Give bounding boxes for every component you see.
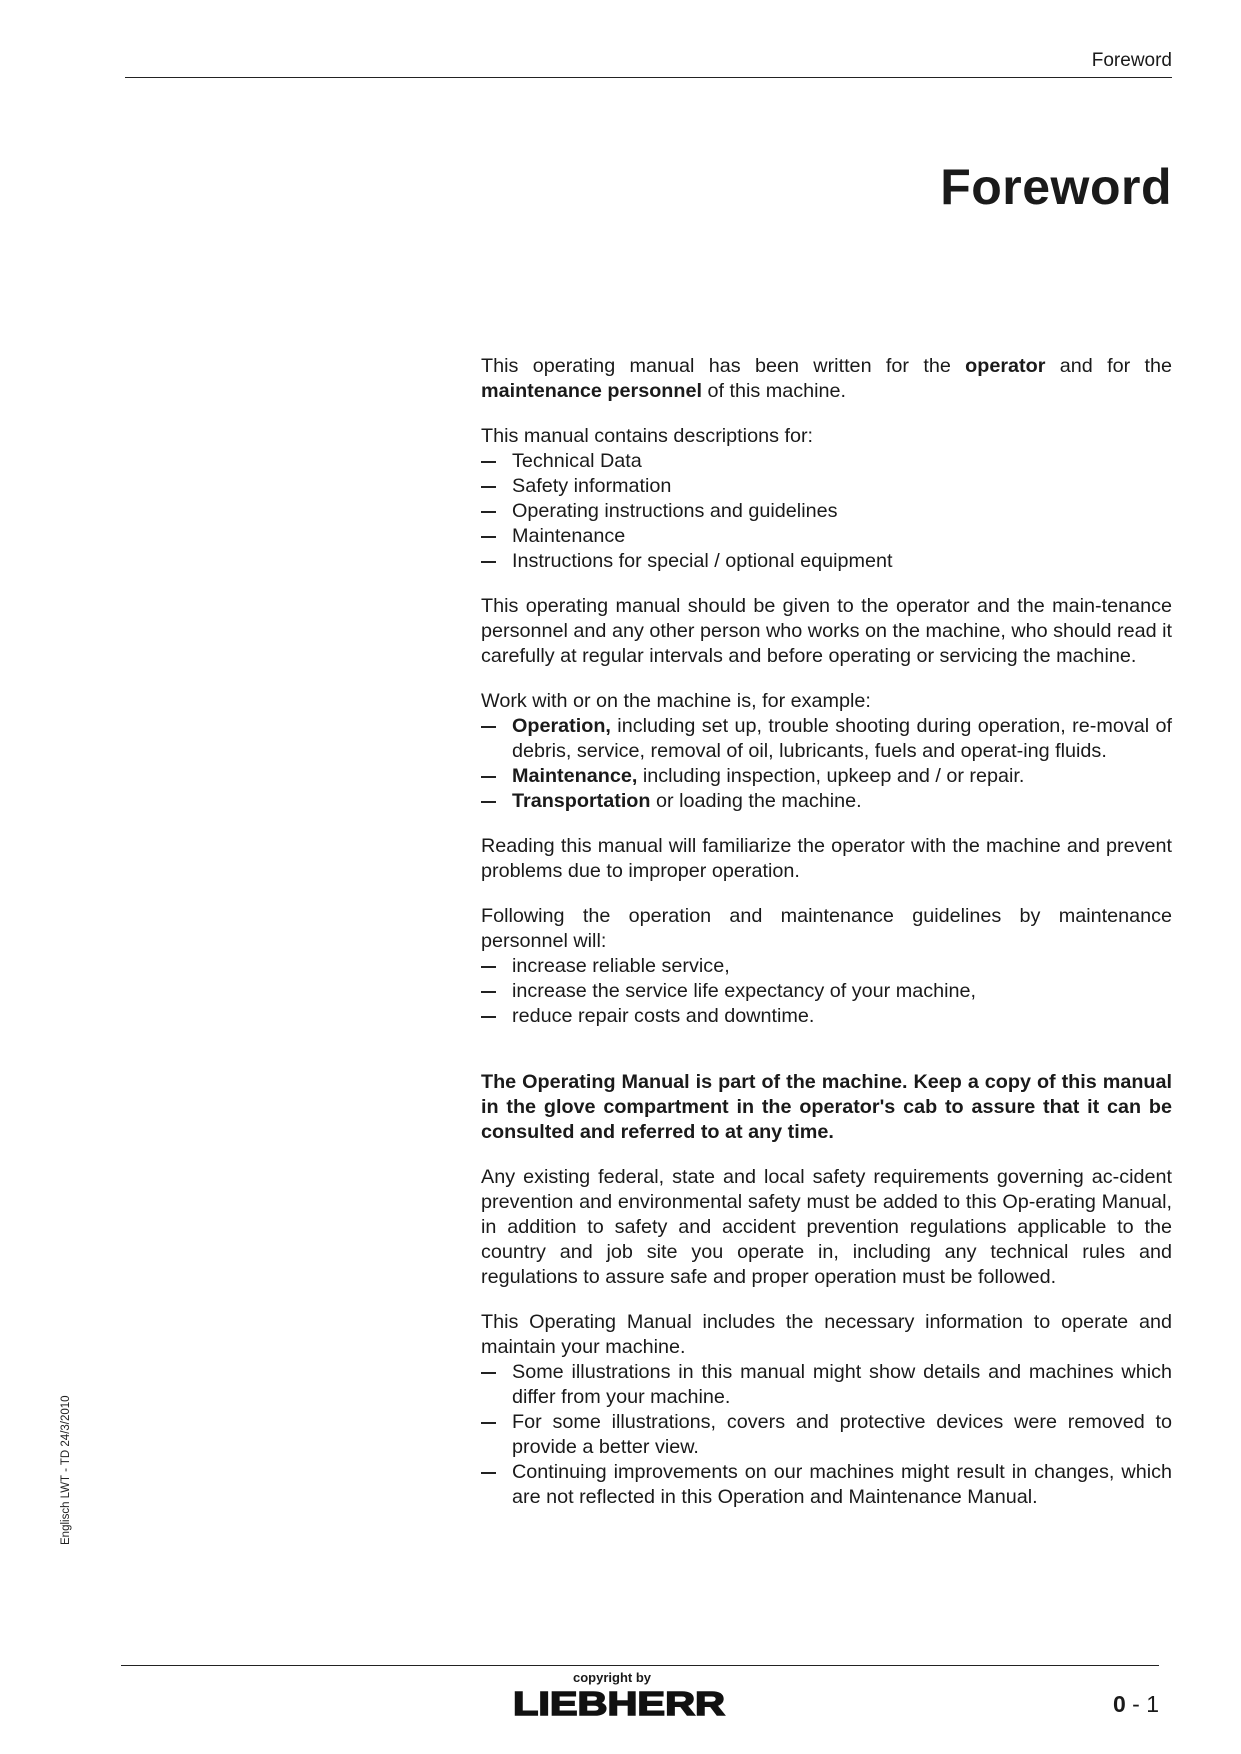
- list-item-bold: Transportation: [512, 790, 651, 812]
- liebherr-logo: [511, 1687, 727, 1720]
- list-item-text: Instructions for special / optional equipment: [512, 550, 893, 572]
- intro-text-3: of this machine.: [701, 380, 847, 402]
- dash-icon: [481, 536, 496, 538]
- intro-text-1: This operating manual has been written for the: [481, 355, 966, 377]
- reading-paragraph: Reading this manual will familiarize the operator with the machine and prevent problems due to improper operation.: [481, 835, 1172, 882]
- list-item-text: including set up, trouble shooting during operation, re-moval of debris, service, removal of oil, lubricants, fuels and operat-ing fluids.: [512, 715, 1172, 762]
- dash-icon: [481, 776, 496, 778]
- list-item: [481, 789, 1172, 814]
- page-title: Foreword: [940, 159, 1172, 215]
- header-section-label: Foreword: [1091, 50, 1172, 71]
- list-item-text: Some illustrations in this manual might show details and machines which differ from your machine.: [512, 1361, 1172, 1408]
- list-item-text: reduce repair costs and downtime.: [512, 1005, 815, 1027]
- list-item: [481, 1004, 1172, 1029]
- copyright-label: copyright by: [572, 1670, 651, 1685]
- given-paragraph: This operating manual should be given to the operator and the main-tenance personnel and any other person who works on the machine, who should read it carefully at regular intervals and before operating or servicing the machine.: [481, 595, 1172, 667]
- dash-icon: [481, 1016, 496, 1018]
- logo-wordmark: LIEBHERR: [513, 1687, 726, 1720]
- dash-icon: [481, 461, 496, 463]
- work-lead: Work with or on the machine is, for example:: [481, 690, 871, 712]
- important-notice: The Operating Manual is part of the machine. Keep a copy of this manual in the glove compartment in the operator's cab to assure that it can be consulted and referred to at any time.: [481, 1071, 1172, 1143]
- list-item-text: increase reliable service,: [512, 955, 730, 977]
- list-item: [481, 549, 1172, 574]
- intro-paragraph: [481, 354, 1172, 404]
- dash-icon: [481, 726, 496, 728]
- page-chapter: 0: [1112, 1691, 1126, 1717]
- intro-bold-maintenance: maintenance personnel: [481, 380, 702, 402]
- includes-list: [481, 1360, 1172, 1510]
- dash-icon: [481, 991, 496, 993]
- list-item: [481, 1460, 1172, 1510]
- list-item-text: Continuing improvements on our machines might result in changes, which are not reflected in this Operation and Maintenance Manual.: [512, 1461, 1172, 1508]
- list-item: [481, 954, 1172, 979]
- federal-paragraph: Any existing federal, state and local safety requirements governing ac-cident prevention and environmental safety must be added to this Op-erating Manual, in addition to safety and accident prevention regulations applicable to the country and job site you operate in, including any technical rules and regulations to assure safe and proper operation must be followed.: [481, 1166, 1172, 1288]
- list-item: [481, 979, 1172, 1004]
- page-separator: -: [1125, 1691, 1147, 1717]
- page-number: [1113, 1691, 1159, 1718]
- page-number-value: 1: [1146, 1691, 1159, 1717]
- list-item-text: including inspection, upkeep and / or repair.: [637, 765, 1025, 787]
- list-item-bold: Operation,: [512, 715, 611, 737]
- side-document-note: Englisch LWT - TD 24/3/2010: [60, 1395, 72, 1545]
- dash-icon: [481, 1422, 496, 1424]
- dash-icon: [481, 561, 496, 563]
- list-item: [481, 499, 1172, 524]
- dash-icon: [481, 486, 496, 488]
- dash-icon: [481, 1472, 496, 1474]
- includes-lead: This Operating Manual includes the necessary information to operate and maintain your machine.: [481, 1311, 1172, 1358]
- following-lead: Following the operation and maintenance guidelines by maintenance personnel will:: [481, 905, 1172, 952]
- intro-bold-operator: operator: [965, 355, 1046, 377]
- list-item-bold: Maintenance,: [512, 765, 638, 787]
- list-item-text: For some illustrations, covers and protective devices were removed to provide a better view.: [512, 1411, 1172, 1458]
- contains-lead: This manual contains descriptions for:: [481, 425, 814, 447]
- list-item-text: Technical Data: [512, 450, 642, 472]
- list-item: [481, 1360, 1172, 1410]
- list-item: [481, 524, 1172, 549]
- dash-icon: [481, 1372, 496, 1374]
- list-item: [481, 714, 1172, 764]
- header-rule: [125, 77, 1172, 78]
- list-item-text: increase the service life expectancy of your machine,: [512, 980, 976, 1002]
- work-list: [481, 714, 1172, 814]
- following-list: [481, 954, 1172, 1029]
- list-item: [481, 449, 1172, 474]
- list-item-text: or loading the machine.: [650, 790, 862, 812]
- list-item-text: Operating instructions and guidelines: [512, 500, 838, 522]
- list-item-text: Safety information: [512, 475, 672, 497]
- intro-text-2: and for the: [1045, 355, 1172, 377]
- list-item: [481, 474, 1172, 499]
- contains-list: [481, 449, 1172, 574]
- body-content: [481, 354, 1172, 1530]
- dash-icon: [481, 801, 496, 803]
- list-item: [481, 764, 1172, 789]
- list-item-text: Maintenance: [512, 525, 626, 547]
- dash-icon: [481, 966, 496, 968]
- dash-icon: [481, 511, 496, 513]
- footer-rule: [121, 1665, 1159, 1666]
- list-item: [481, 1410, 1172, 1460]
